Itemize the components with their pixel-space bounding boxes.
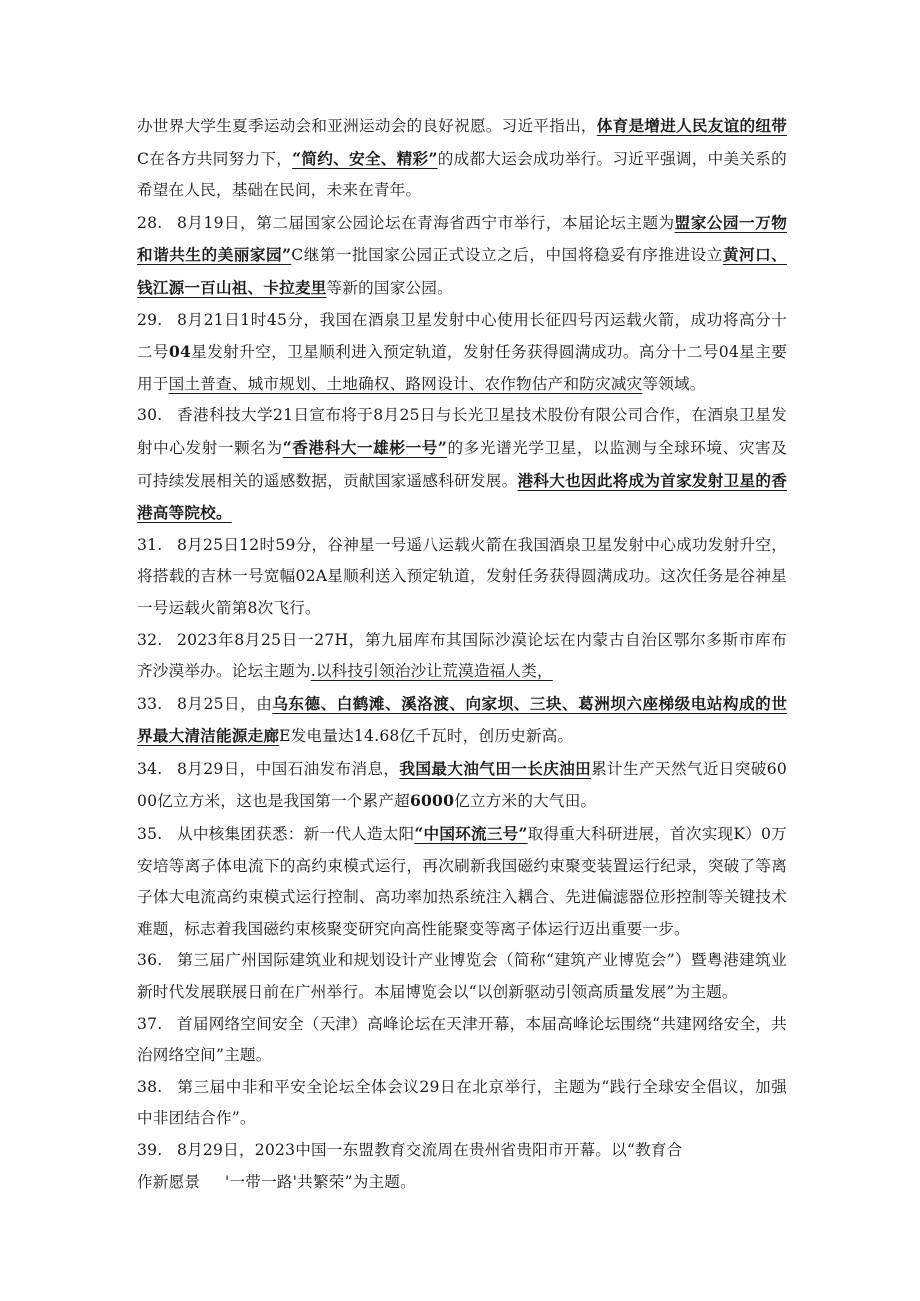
text-run: C在各方共同努力下，: [137, 149, 293, 168]
paragraph-number: 36.: [137, 951, 163, 970]
paragraph-number: 37.: [137, 1014, 163, 1033]
document-body: [137, 110, 787, 1198]
paragraph-number: 29.: [137, 310, 163, 329]
paragraph-number: 33.: [137, 694, 163, 713]
paragraph-p29: [137, 305, 787, 401]
text-run: 取得重大科研进展，首次实现K）0万安培等离子体电流下的高约束模式运行，再次刷新我国磁约束聚变装置运行纪录，突破了等离子体大电流高约束模式运行控制、高功率加热系统注入耦合、先进偏滤器位形控制等关键技术难题，标志着我国磁约束核聚变研究向高性能聚变等离子体运行迈出重要一步。: [137, 825, 787, 938]
text-run: 等新的国家公园。: [326, 278, 453, 297]
text-run: 8月19日，第二届国家公园论坛在青海省西宁市举行，本届论坛主题为: [177, 213, 675, 232]
underlined-text: 我国最大油气田一长庆油田: [399, 758, 592, 778]
paragraph-p38: [137, 1072, 787, 1135]
underlined-text: “香港科大一雄彬一号”: [282, 437, 448, 457]
paragraph-number: 31.: [137, 535, 163, 554]
underlined-text: 体育是增进人民友谊的纽带: [596, 116, 787, 135]
text-run: 办世界大学生夏季运动会和亚洲运动会的良好祝愿。习近平指出，: [137, 117, 597, 135]
text-run: 香港科技大学21日宣布将于8月25日与长光卫星技术股份有限公司合作，在酒泉卫星发射中心发射一颗名为: [137, 406, 787, 457]
text-run: 等领域。: [642, 374, 706, 393]
text-run: E发电量达14.68亿千瓦时，创历史新高。: [279, 727, 574, 746]
text-run: 从中核集团获悉：新一代人造太阳: [177, 825, 415, 844]
paragraph-number: 32.: [137, 630, 163, 649]
paragraph-number: 39.: [137, 1141, 163, 1159]
text-run: 亿立方米的大气田。: [454, 792, 597, 811]
underlined-text: 乌东德、白鹤滩、溪洛渡、向家坝、三块、葛洲坝六座梯级电站构成的世界最大清洁能源走廊: [137, 693, 787, 746]
underlined-text: 盟家公园一万物和谐共生的美丽家园”: [137, 212, 787, 265]
paragraph-p28: [137, 207, 787, 305]
text-run: 第三届中非和平安全论坛全体会议29日在北京举行，主题为“践行全球安全倡议，加强中非团结合作”。: [137, 1077, 787, 1128]
paragraph-39-line2-left: 作新愿景: [137, 1172, 201, 1191]
paragraph-39-line2: [137, 1167, 787, 1199]
underlined-text: 黄河口、钱江源一百山祖、卡拉麦里: [137, 245, 787, 297]
underlined-text: 港科大也因此将成为首家发射卫星的香港高等院校。: [137, 470, 787, 523]
text-run: 星发射升空，卫星顺利进入预定轨道，发射任务获得圆满成功。高分十二号04星主要用于: [137, 343, 787, 393]
bold-text: 04: [168, 342, 192, 362]
paragraph-p32: [137, 625, 787, 688]
underlined-text: .以科技引领治沙让荒漠造福人类，: [310, 662, 553, 681]
underlined-text: 国土普查、城市规划、土地确权、路网设计、农作物估产和防灾减灾: [168, 374, 643, 393]
paragraph-39-line2-right: '一带一路'共繁荣”为主题。: [225, 1172, 416, 1191]
text-run: 的多光谱光学卫星，以监测与全球环境、灾害及可持续发展相关的遥感数据，贡献国家遥感科研发展。: [137, 438, 787, 490]
paragraph-p-intro: [137, 110, 787, 207]
underlined-text: “中国环流三号”: [414, 824, 528, 844]
text-run: 8月25日12时59分，谷神星一号遥八运载火箭在我国酒泉卫星发射中心成功发射升空，将搭载的吉林一号宽幅02A星顺利送入预定轨道，发射任务获得圆满成功。这次任务是谷神星一号运载火箭第8次飞行。: [137, 535, 787, 617]
paragraph-p33: [137, 688, 787, 753]
text-run: 8月29日，中国石油发布消息，: [177, 759, 400, 778]
text-run: C继第一批国家公园正式设立之后，中国将稳妥有序推进设立: [291, 246, 723, 265]
text-run: 第三届广州国际建筑业和规划设计产业博览会（简称“建筑产业博览会”）暨粤港建筑业新时代发展联展日前在广州举行。本届博览会以“以创新驱动引领高质量发展”为主题。: [137, 951, 787, 1002]
paragraph-p35: [137, 818, 787, 945]
paragraph-number: 35.: [137, 825, 163, 844]
text-run: 的成都大运会成功举行。习近平强调，中美关系的希望在人民，基础在民间，未来在青年。: [137, 149, 787, 200]
text-run: 首届网络空间安全（天津）高峰论坛在天津开幕，本届高峰论坛围绕“共建网络安全，共治网络空间”主题。: [137, 1014, 787, 1065]
paragraph-number: 28.: [137, 213, 163, 232]
paragraph-list: [137, 110, 787, 1135]
bold-text: 6000: [409, 791, 455, 811]
paragraph-number: 30.: [137, 406, 163, 425]
paragraph-p31: [137, 530, 787, 625]
text-run: 8月21日1时45分，我国在酒泉卫星发射中心使用长征四号丙运载火箭，成功将高分十二号: [137, 310, 787, 362]
text-run: 8月25日，由: [177, 694, 273, 713]
underlined-text: “简约、安全、精彩”: [292, 148, 438, 168]
text-run: 累计生产天然气近日突破6000亿立方米，这也是我国第一个累产超: [137, 759, 787, 811]
paragraph-39: [137, 1135, 787, 1198]
paragraph-p36: [137, 945, 787, 1008]
paragraph-p37: [137, 1009, 787, 1072]
text-run: 2023年8月25日一27H，第九届库布其国际沙漠论坛在内蒙古自治区鄂尔多斯市库布齐沙漠举办。论坛主题为: [137, 630, 787, 681]
paragraph-p34: [137, 753, 787, 818]
paragraph-number: 34.: [137, 759, 163, 778]
paragraph-number: 38.: [137, 1077, 163, 1096]
paragraph-p30: [137, 400, 787, 529]
paragraph-39-line1: 8月29日，2023中国一东盟教育交流周在贵州省贵阳市开幕。以“教育合: [177, 1141, 683, 1159]
